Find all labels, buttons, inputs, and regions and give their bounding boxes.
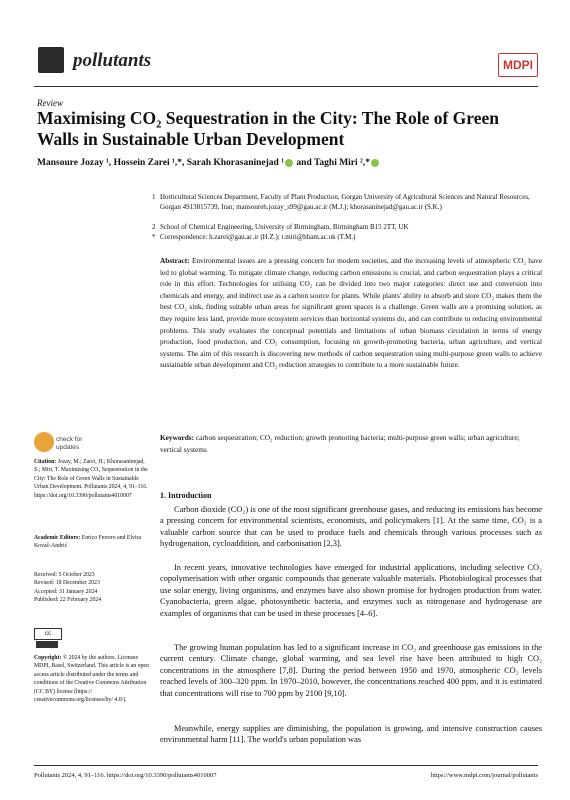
author-name: and Taghi Miri ²,* — [296, 158, 371, 168]
author-name: Hossein Zarei ¹,*, — [113, 158, 185, 168]
correspondence: * Correspondence: h.zarei@gau.ac.ir (H.Z.); t.miri@bham.ac.uk (T.M.) — [152, 233, 356, 241]
journal-name: pollutants — [73, 50, 152, 71]
intro-paragraph-4: Meanwhile, energy supplies are diminishing, the population is growing, and intensive construction causes environmental harm [11]. The world's urban population was — [160, 724, 542, 745]
dates: Received: 5 October 2023 Revised: 18 December 2023 Accepted: 31 January 2024 Published: 22 February 2024 — [34, 572, 102, 604]
copyright: Copyright: © 2024 by the authors. Licensee MDPI, Basel, Switzerland. This article is an open access article distributed under the terms and conditions of the Creative Commons Attribution (CC BY) license (https:// creativecommons.org/licenses/by/ 4.0/). — [34, 655, 149, 704]
cc-license-icon[interactable]: cc — [34, 628, 62, 640]
intro-paragraph-3: The growing human population has led to a significant increase in CO₂ and greenhouse gas emissions in the current century. Climate change, global warming, and sea level rise have been attributed to high CO₂ concentrations in the atmosphere [7,8]. During the period between 1950 and 1970, atmospheric CO₂ levels reached levels of 300–320 ppm. In 1970–2010, however, the concentrations reached 400 ppm, and it is estimated that concentrations will rise to 700 ppm by 2100 [9,10]. — [160, 643, 542, 698]
affiliation-1: 1 Horticultural Sciences Department, Faculty of Plant Production, Gorgan University of Agricultural Sciences and Natural Resources, Gorgan 4913815739, Iran; mansoureh.jozay_s99@gau.ac.ir (M.J.); khorasaninejad@gau.ac.ir (S.K.) — [152, 193, 530, 211]
orcid-icon[interactable] — [285, 159, 293, 167]
academic-editors: Academic Editors: Enrico Ferrero and Elvira Kovač-Andrić — [34, 535, 142, 550]
affiliation-2: 2 School of Chemical Engineering, University of Birmingham, Birmingham B15 2TT, UK — [152, 223, 409, 231]
article-type: Review — [37, 98, 63, 108]
citation: Citation: Jozay, M.; Zarei, H.; Khorasaninejad, S.; Miri, T. Maximising CO₂ Sequestration in the City: The Role of Green Walls in Sustainable Urban Development. Pollutants 2024, 4, 91–116. https://doi.org/10.3390/pollutants4010007 — [34, 459, 148, 499]
orcid-icon[interactable] — [371, 159, 379, 167]
keywords: Keywords: carbon sequestration; CO₂ reduction; growth promoting bacteria; multi-purpose green walls; urban agriculture; vertical systems — [160, 433, 520, 454]
author-name: Sarah Khorasaninejad ¹ — [186, 158, 285, 168]
check-updates-label[interactable]: check for updates — [56, 436, 83, 451]
footer — [34, 772, 538, 779]
journal-logo — [38, 47, 64, 73]
article-title: Maximising CO₂ Sequestration in the City: The Role of Green Walls in Sustainable Urban Development — [37, 108, 500, 149]
cc-by-icon — [36, 641, 58, 648]
footer-url[interactable]: https://www.mdpi.com/journal/pollutants — [430, 772, 538, 779]
footer-citation: Pollutants 2024, 4, 91–116. https://doi.org/10.3390/pollutants4010007 — [34, 772, 217, 779]
section-heading: 1. Introduction — [160, 491, 212, 500]
author-list — [37, 158, 380, 168]
intro-paragraph-1: Carbon dioxide (CO₂) is one of the most significant greenhouse gases, and reducing its emissions has become a pressing concern for environmental scientists, economists, and policymakers [1]. At the same time, CO₂ is a valuable carbon source that can be used to produce fuels and chemicals through various processes such as hydrogenation, cycloaddition, and carbonisation [2,3]. — [160, 505, 542, 549]
header-divider — [34, 86, 538, 87]
author-name: Mansoure Jozay ¹, — [37, 158, 112, 168]
intro-paragraph-2: In recent years, innovative technologies have emerged for industrial applications, including selective CO₂ copolymerisation with other organic compounds that generate valuable materials. Photobiological processes that use solar energy, living organisms, and enzymes have also shown promise for hydrogen production from water. Cyanobacteria, green algae, photosynthetic bacteria, and enzymes such as nitrogenase and hydrogenase are examples of organisms that can be used in these processes [4–6]. — [160, 563, 542, 618]
check-updates-icon[interactable] — [34, 432, 54, 452]
publisher-logo: MDPI — [498, 53, 538, 77]
abstract: Abstract: Environmental issues are a pressing concern for modern societies, and the increasing levels of atmospheric CO₂ have led to global warming. To mitigate climate change, reducing carbon emissions is crucial, and carbon sequestration plays a critical role in this effort. Technologies for utilising CO₂ can be divided into two major categories: direct use and conversion into chemicals and energy, and indirect use as a carbon source for plants. While plants' ability to absorb and store CO₂ makes them the best CO₂ sink, finding suitable urban areas for significant green spaces is a challenge. Green walls are a promising solution, as they require less land, provide more ecosystem services than horizontal systems do, and can contribute to reducing environmental problems. This study evaluates the conceptual potentials and limitations of urban biomass circulation in terms of energy production, food production, and CO₂ consumption, focusing on growth-promoting bacteria, urban agriculture, and vertical systems. The aim of this research is discovering new methods of carbon sequestration using multi-purpose green walls to achieve sustainable urban development and CO₂ reduction strategies to contribute to a more sustainable future. — [160, 256, 542, 370]
footer-divider — [34, 765, 538, 766]
